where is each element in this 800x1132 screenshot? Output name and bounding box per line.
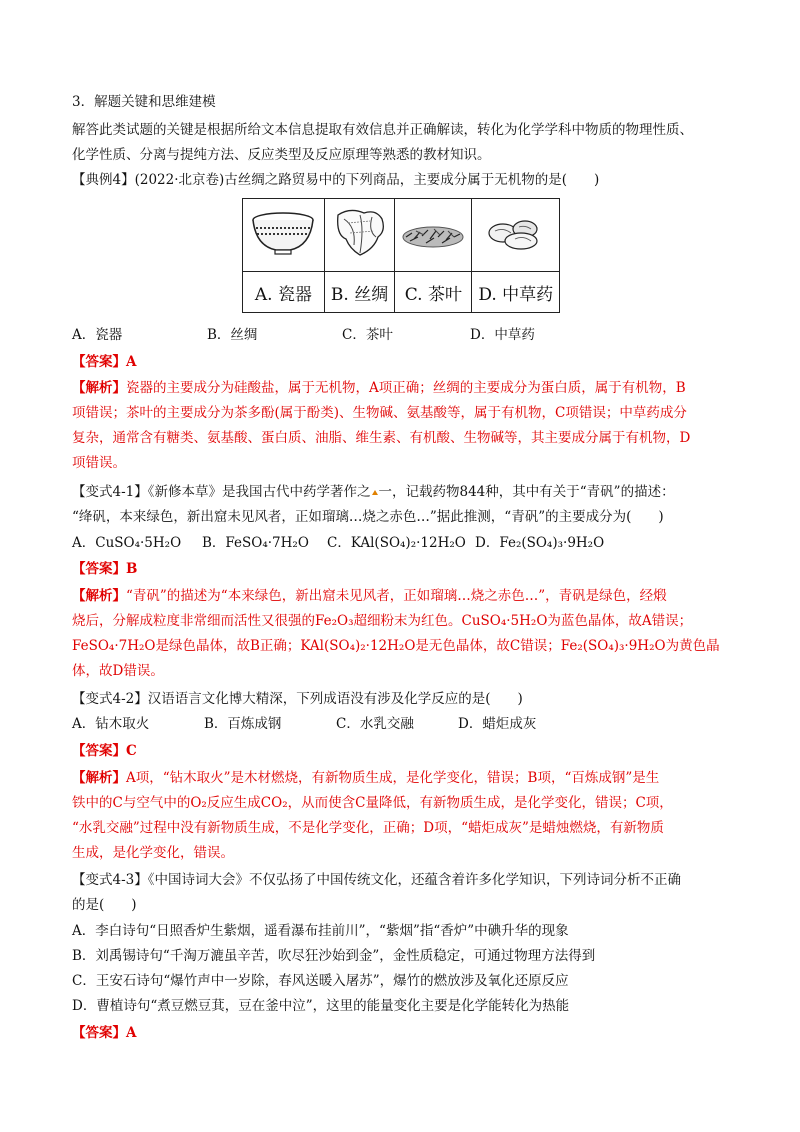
variant41-analysis-line-3: FeSO₄·7H₂O是绿色晶体，故B正确；KAl(SO₄)₂·12H₂O是无色晶体，故C错误；Fe₂(SO₄)₃·9H₂O为黄色晶 [72, 638, 720, 654]
variant42-options [72, 714, 536, 734]
variant43-option-b: B．刘禹锡诗句“千淘万漉虽辛苦，吹尽狂沙始到金”，金性质稳定，可通过物理方法得到 [72, 948, 596, 964]
example4-analysis-line-2: 项错误；茶叶的主要成分为茶多酚(属于酚类)、生物碱、氨基酸等，属于有机物，C项错误；中草药成分 [72, 405, 687, 421]
example4-analysis-line-4: 项错误。 [72, 455, 126, 471]
silk-cloth-icon [330, 205, 390, 261]
picture-label-b: B. 丝绸 [324, 272, 394, 313]
option-d: D．蜡炬成灰 [458, 716, 537, 732]
variant42-analysis-line-3: “水乳交融”过程中没有新物质生成，不是化学变化，正确；D项，“蜡炬成灰”是蜡烛燃烧，有新物质 [72, 820, 664, 836]
variant42-answer [72, 741, 137, 761]
variant43-question-line-2: 的是( ) [72, 897, 137, 913]
picture-cell-c [395, 199, 472, 272]
analysis-text: A项，“钻木取火”是木材燃烧，有新物质生成，是化学变化，错误；B项，“百炼成钢”是生 [126, 770, 660, 786]
answer-tag: 【答案】 [72, 743, 126, 759]
variant41-analysis-line-2: 烧后，分解成粒度非常细而活性又很强的Fe₂O₃超细粉末为红色。CuSO₄·5H₂O为蓝色晶体，故A错误； [72, 613, 693, 629]
picture-label-d: D. 中草药 [472, 272, 560, 313]
option-d: D．Fe₂(SO₄)₃·9H₂O [475, 535, 605, 551]
variant43-option-a: A．李白诗句“日照香炉生紫烟，遥看瀑布挂前川”，“紫烟”指“香炉”中碘升华的现象 [72, 923, 569, 939]
example4-options [72, 325, 535, 345]
porcelain-bowl-icon [248, 208, 318, 258]
option-b: B．百炼成钢 [204, 716, 282, 732]
example4-analysis-line-3: 复杂，通常含有糖类、氨基酸、蛋白质、油脂、维生素、有机酸、生物碱等，其主要成分属于有机物，D [72, 430, 691, 446]
variant42-analysis-line-2: 铁中的C与空气中的O₂反应生成CO₂，从而使含C量降低，有新物质生成，是化学变化，错误；C项， [72, 795, 673, 811]
variant42-analysis-line-1 [72, 768, 659, 788]
option-a: A．钻木取火 [72, 716, 150, 732]
intro-text-line-2: 化学性质、分离与提纯方法、反应类型及反应原理等熟悉的教材知识。 [72, 147, 491, 163]
example4-answer [72, 352, 136, 372]
picture-label-c: C. 茶叶 [395, 272, 472, 313]
variant43-option-d: D．曹植诗句“煮豆燃豆萁，豆在釜中泣”，这里的能量变化主要是化学能转化为热能 [72, 998, 570, 1014]
question-text-a: 【变式4-1】《新修本草》是我国古代中药学著作之 [72, 484, 371, 500]
variant43-answer [72, 1023, 136, 1043]
answer-tag: 【答案】 [72, 561, 126, 577]
variant42-analysis-line-4: 生成，是化学变化，错误。 [72, 845, 234, 861]
answer-value: C [126, 743, 137, 759]
variant41-question-line-2: “绛矾，本来绿色，新出窟未见风者，正如瑠璃…烧之赤色…”据此推测，“青矾”的主要成分为( ) [72, 509, 664, 525]
variant41-options [72, 533, 604, 553]
tea-leaves-icon [400, 213, 466, 253]
picture-label-a: A. 瓷器 [243, 272, 325, 313]
variant41-question-line-1 [72, 482, 675, 502]
answer-value: A [126, 354, 137, 370]
section-title: 3．解题关键和思维建模 [72, 94, 216, 110]
variant41-answer [72, 559, 137, 579]
variant41-analysis-line-4: 体，故D错误。 [72, 663, 164, 679]
analysis-tag: 【解析】 [72, 588, 126, 604]
option-c: C．水乳交融 [336, 716, 414, 732]
answer-value: A [126, 1025, 137, 1041]
intro-text-line-1: 解答此类试题的关键是根据所给文本信息提取有效信息并正确解读，转化为化学学科中物质的物理性质、 [72, 122, 693, 138]
option-b: B．丝绸 [207, 327, 258, 343]
analysis-text: “青矾”的描述为“本来绿色，新出窟未见风者，正如瑠璃…烧之赤色…”，青矾是绿色，经煅 [126, 588, 667, 604]
option-b: B．FeSO₄·7H₂O [202, 535, 309, 551]
option-c: C．KAl(SO₄)₂·12H₂O [327, 535, 466, 551]
analysis-tag: 【解析】 [72, 770, 126, 786]
caret-marker-icon [372, 490, 378, 495]
option-c: C．茶叶 [342, 327, 393, 343]
question-text-b: 一，记载药物844种，其中有关于“青矾”的描述： [378, 484, 675, 500]
variant43-question-line-1: 【变式4-3】《中国诗词大会》不仅弘扬了中国传统文化，还蕴含着许多化学知识，下列诗词分析不正确 [72, 872, 681, 888]
variant43-option-c: C．王安石诗句“爆竹声中一岁除，春风送暖入屠苏”，爆竹的燃放涉及氧化还原反应 [72, 973, 569, 989]
example4-question: 【典例4】(2022·北京卷)古丝绸之路贸易中的下列商品，主要成分属于无机物的是( ) [72, 172, 600, 188]
picture-cell-a [243, 199, 325, 272]
answer-tag: 【答案】 [72, 1025, 126, 1041]
variant41-analysis-line-1 [72, 586, 667, 606]
herbal-medicine-icon [483, 213, 549, 253]
option-a: A．瓷器 [72, 327, 123, 343]
answer-tag: 【答案】 [72, 354, 126, 370]
option-a: A．CuSO₄·5H₂O [72, 535, 182, 551]
example4-analysis-line-1 [72, 378, 686, 398]
example4-picture-table [242, 198, 560, 313]
answer-value: B [126, 561, 138, 577]
variant42-question: 【变式4-2】汉语语言文化博大精深，下列成语没有涉及化学反应的是( ) [72, 691, 523, 707]
option-d: D．中草药 [470, 327, 535, 343]
analysis-text: 瓷器的主要成分为硅酸盐，属于无机物，A项正确；丝绸的主要成分为蛋白质，属于有机物，B [126, 380, 686, 396]
analysis-tag: 【解析】 [72, 380, 126, 396]
picture-cell-d [472, 199, 560, 272]
picture-cell-b [324, 199, 394, 272]
